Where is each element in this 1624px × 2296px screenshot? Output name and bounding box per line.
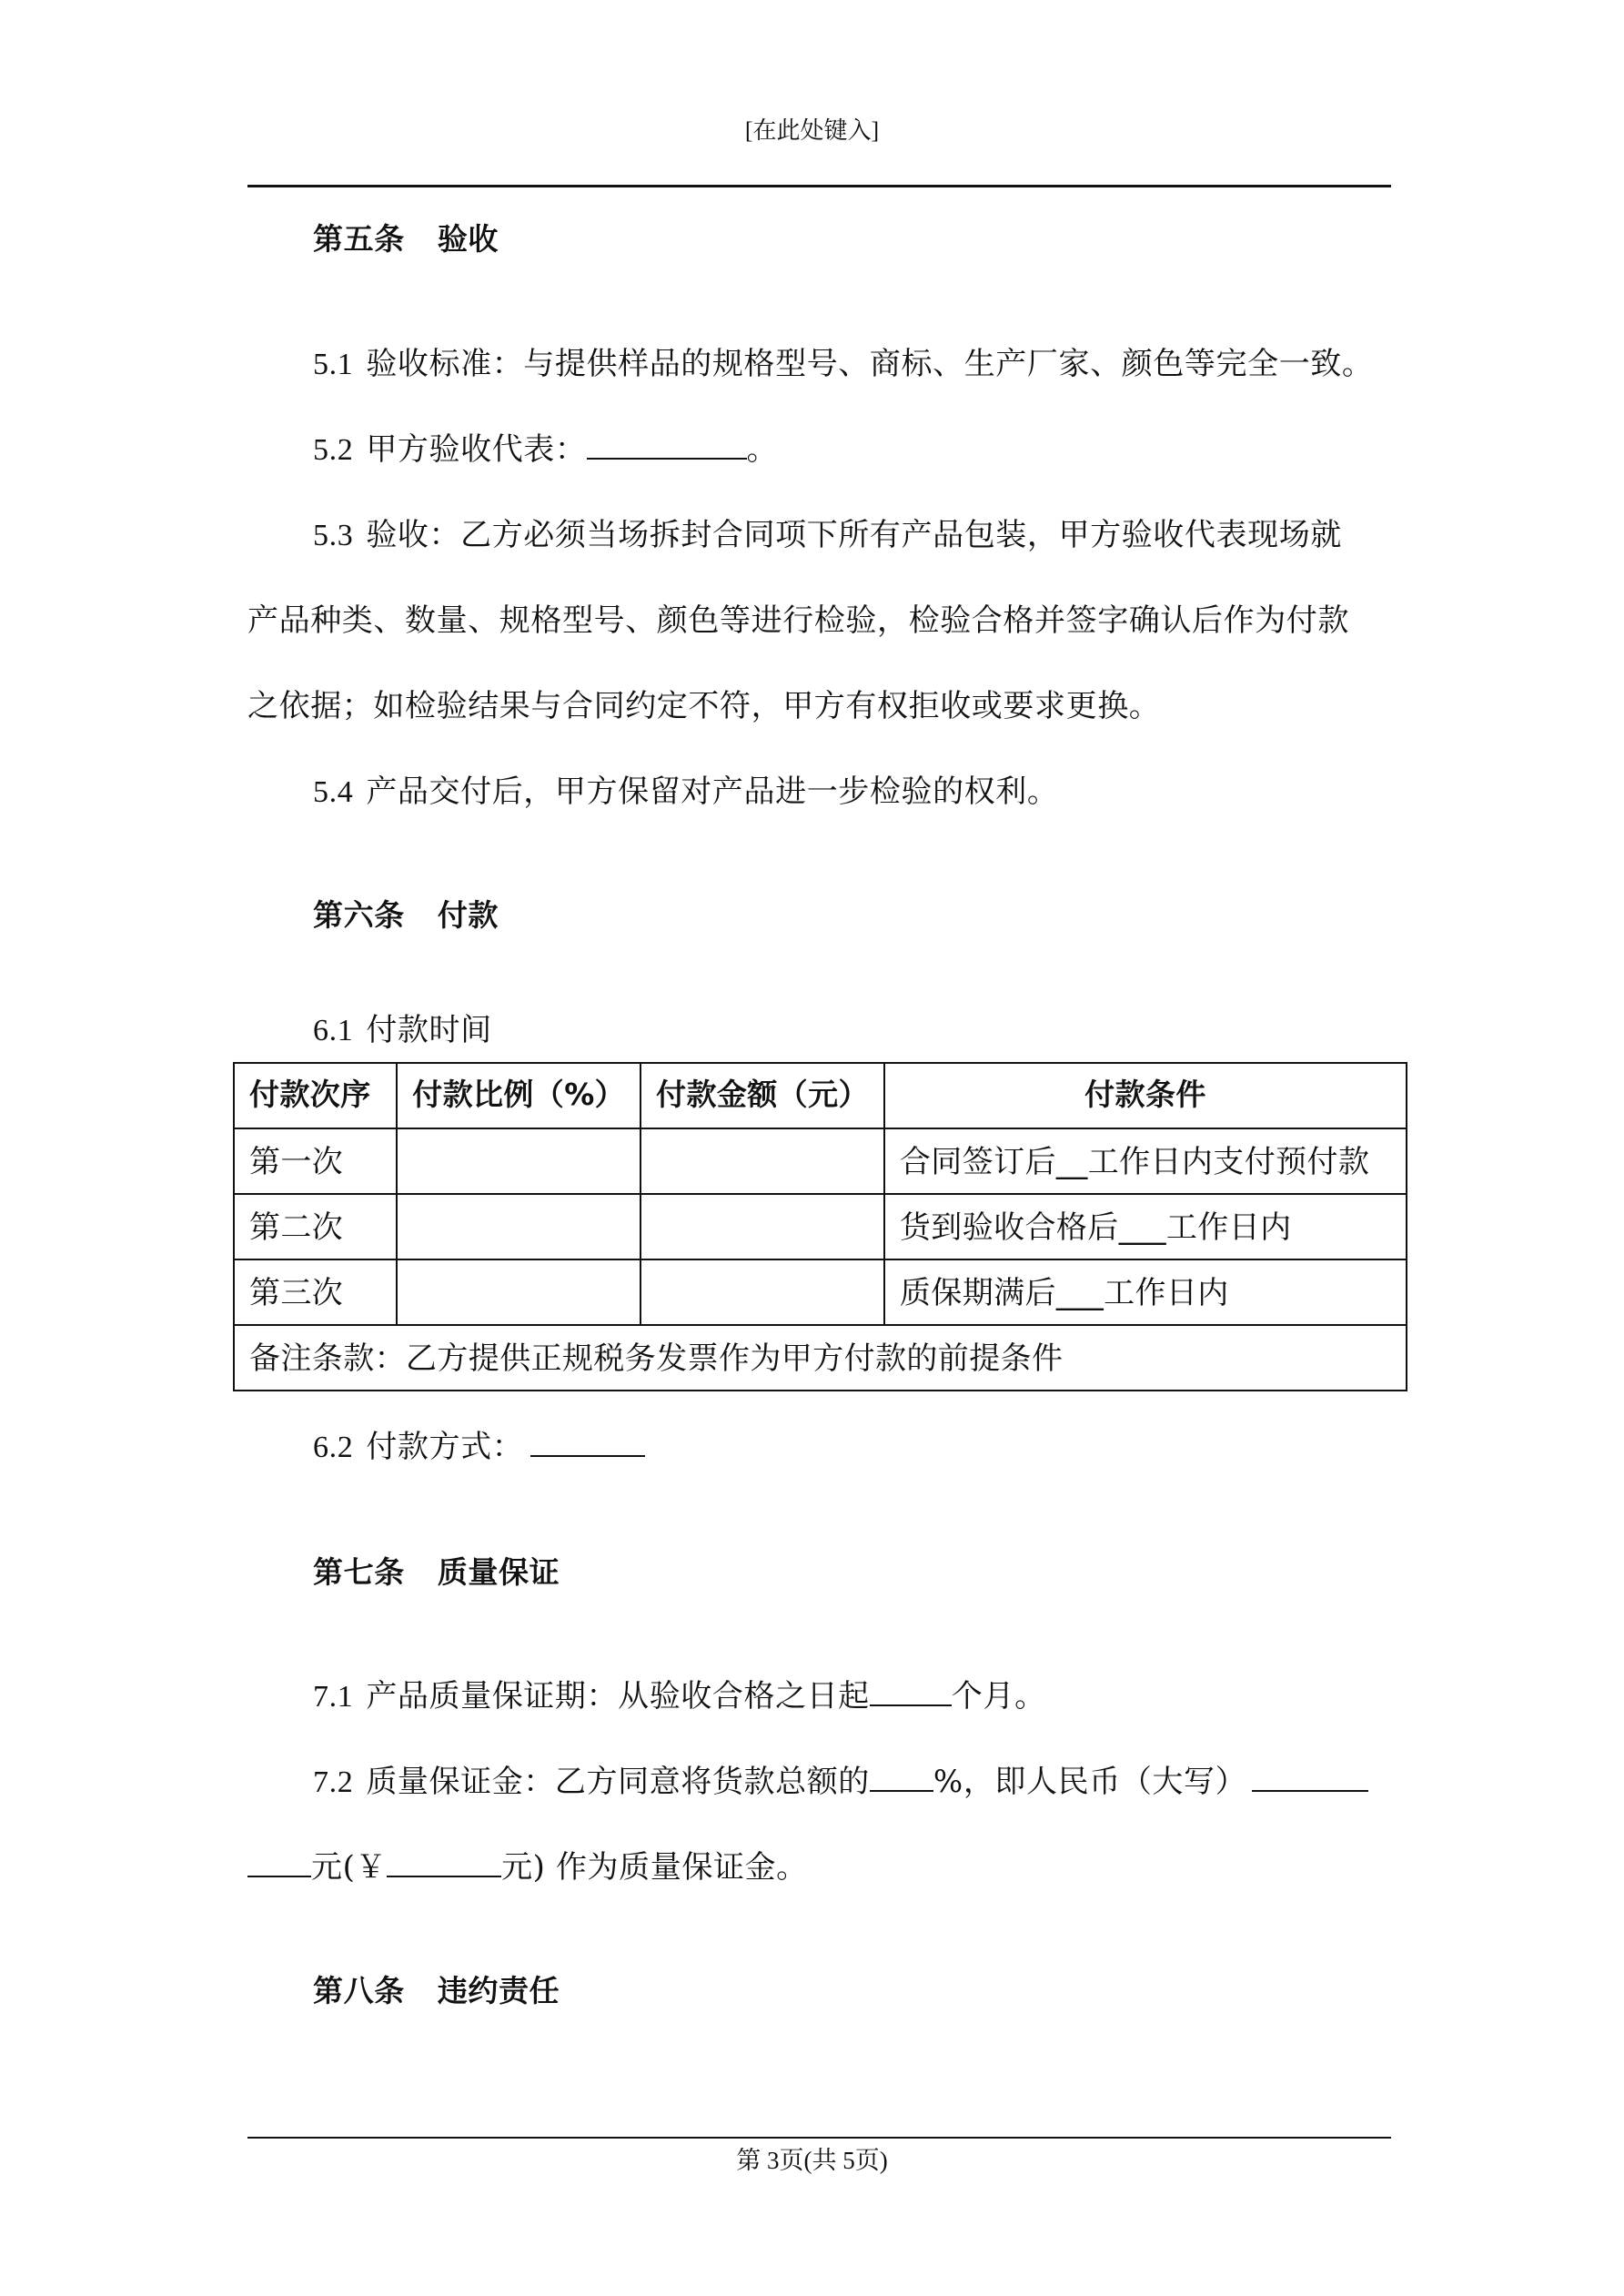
payment-amount-cell: [641, 1194, 884, 1259]
payment-condition-cell: 货到验收合格后___工作日内: [884, 1194, 1407, 1259]
payment-amount-cell: [641, 1128, 884, 1194]
clause-7-2: [313, 1762, 1368, 1803]
table-row: [234, 1128, 1407, 1194]
page-header: [在此处键入]: [744, 117, 880, 144]
article5-heading-number: 第五条: [313, 221, 405, 257]
clause-text: 验收：乙方必须当场拆封合同项下所有产品包装，甲方验收代表现场就: [366, 517, 1342, 553]
article5-heading-title: 验收: [437, 221, 499, 257]
table-header-row: [234, 1063, 1407, 1128]
clause-text: 质量保证金：乙方同意将货款总额的: [366, 1764, 870, 1800]
fill-in-blank: [870, 1677, 952, 1706]
header-payment-amount: 付款金额（元）: [641, 1063, 884, 1128]
payment-condition-cell: 合同签订后__工作日内支付预付款: [884, 1128, 1407, 1194]
clause-6-2: [313, 1427, 645, 1468]
article6-heading-number: 第六条: [313, 897, 405, 933]
article7-heading: [313, 1553, 560, 1593]
clause-text: 验收标准：与提供样品的规格型号、商标、生产厂家、颜色等完全一致。: [366, 346, 1374, 382]
article8-heading-title: 违约责任: [437, 1973, 560, 2008]
table-note: 备注条款：乙方提供正规税务发票作为甲方付款的前提条件: [234, 1325, 1407, 1391]
header-payment-ratio: 付款比例（%）: [397, 1063, 641, 1128]
payment-amount-cell: [641, 1259, 884, 1325]
clause-text: 付款时间: [366, 1012, 492, 1048]
payment-ratio-cell: [397, 1128, 641, 1194]
clause-7-2-line2: [247, 1847, 808, 1887]
article8-heading-number: 第八条: [313, 1973, 405, 2008]
article6-heading: [313, 895, 499, 936]
clause-text-middle: %，即人民币（大写）: [933, 1764, 1247, 1800]
clause-number: 5.1: [313, 348, 354, 381]
table-note-row: [234, 1325, 1407, 1391]
article8-heading: [313, 1971, 560, 2011]
clause-number: 7.2: [313, 1765, 354, 1799]
payment-order-cell: 第一次: [234, 1128, 397, 1194]
payment-schedule-table: [233, 1062, 1407, 1391]
clause-text: 付款方式：: [366, 1429, 524, 1465]
payment-ratio-cell: [397, 1194, 641, 1259]
payment-order-cell: 第二次: [234, 1194, 397, 1259]
clause-5-2: [313, 430, 778, 470]
article7-heading-title: 质量保证: [437, 1554, 560, 1590]
clause-number: 6.1: [313, 1014, 354, 1047]
clause-text-end: 元) 作为质量保证金。: [501, 1849, 808, 1886]
clause-text: 元(￥: [311, 1849, 388, 1886]
clause-7-1: [313, 1676, 1046, 1717]
clause-number: 5.2: [313, 433, 354, 467]
clause-5-4: [313, 772, 1059, 813]
clause-text: 产品交付后，甲方保留对产品进一步检验的权利。: [366, 774, 1059, 810]
page-footer: 第 3页(共 5页): [736, 2147, 888, 2174]
clause-text: 甲方验收代表：: [366, 431, 587, 468]
clause-5-3: [313, 515, 1342, 556]
table-row: [234, 1194, 1407, 1259]
header-payment-condition: 付款条件: [884, 1063, 1407, 1128]
fill-in-blank: [387, 1848, 501, 1877]
article6-heading-title: 付款: [437, 897, 499, 933]
article7-heading-number: 第七条: [313, 1554, 405, 1590]
payment-order-cell: 第三次: [234, 1259, 397, 1325]
fill-in-blank: [530, 1428, 645, 1457]
footer-divider: [247, 2137, 1391, 2139]
clause-5-3-line3: 之依据；如检验结果与合同约定不符，甲方有权拒收或要求更换。: [247, 688, 1161, 724]
fill-in-blank: [587, 430, 747, 460]
clause-number: 7.1: [313, 1680, 354, 1714]
clause-6-1: [313, 1010, 492, 1051]
payment-ratio-cell: [397, 1259, 641, 1325]
clause-text-end: 个月。: [951, 1678, 1046, 1714]
table-row: [234, 1259, 1407, 1325]
clause-number: 5.4: [313, 775, 354, 809]
article5-heading: [313, 219, 499, 259]
clause-number: 5.3: [313, 519, 354, 552]
fill-in-blank: [870, 1763, 933, 1792]
clause-number: 6.2: [313, 1431, 354, 1464]
clause-text-end: 。: [746, 431, 779, 468]
payment-condition-cell: 质保期满后___工作日内: [884, 1259, 1407, 1325]
clause-5-1: [313, 344, 1374, 385]
fill-in-blank: [247, 1848, 311, 1877]
clause-text: 产品质量保证期：从验收合格之日起: [366, 1678, 870, 1714]
header-divider: [247, 185, 1391, 187]
clause-5-3-line2: 产品种类、数量、规格型号、颜色等进行检验，检验合格并签字确认后作为付款: [247, 602, 1349, 639]
fill-in-blank: [1252, 1763, 1368, 1792]
header-payment-order: 付款次序: [234, 1063, 397, 1128]
